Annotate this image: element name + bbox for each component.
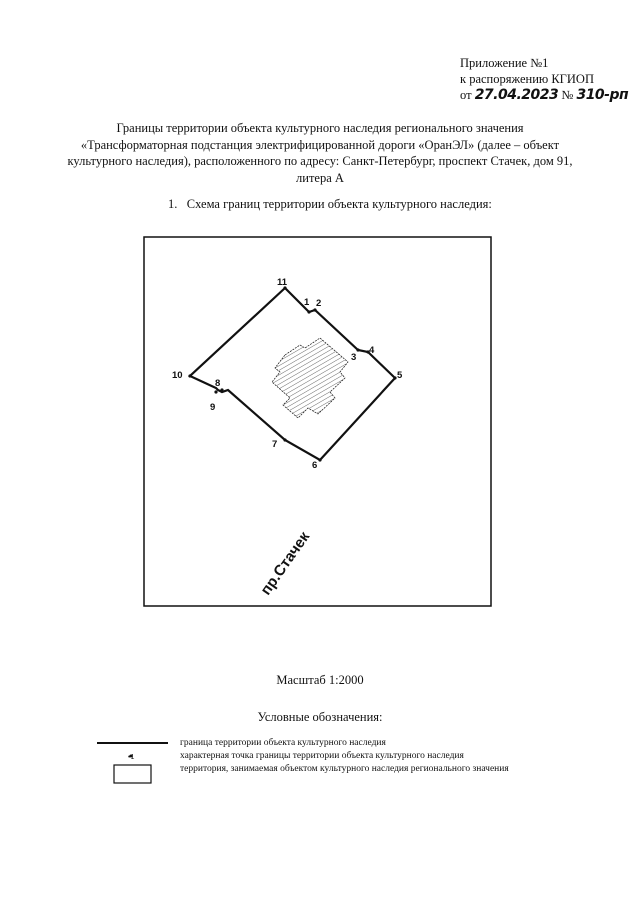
point-1-label: 1 (304, 297, 310, 308)
legend-area-rect (114, 765, 151, 783)
legend-item-boundary: граница территории объекта культурного наследия (180, 738, 386, 748)
appendix-order: к распоряжению КГИОП (460, 72, 594, 86)
point-11-label: 11 (277, 277, 288, 288)
date-prefix: от (460, 88, 472, 102)
street-label: пр.Стачек (257, 528, 314, 599)
title-line-1: Границы территории объекта культурного наследия регионального значения (116, 121, 524, 135)
appendix-number: Приложение №1 (460, 56, 549, 70)
number-value: 310-рп (576, 87, 629, 103)
point-8-label: 8 (215, 378, 221, 389)
date-value: 27.04.2023 (474, 87, 559, 103)
legend-title: Условные обозначения: (257, 710, 383, 724)
point-4-label: 4 (369, 345, 375, 356)
point-3-label: 3 (351, 352, 357, 363)
point-6-label: 6 (312, 460, 318, 471)
section-heading: 1. Схема границ территории объекта культурного наследия: (168, 197, 492, 211)
point-9-label: 9 (210, 402, 216, 413)
title-line-3: культурного наследия), расположенного по адресу: Санкт-Петербург, проспект Стачек, дом 91, (67, 154, 573, 168)
point-7-label: 7 (272, 439, 278, 450)
point-2-label: 2 (316, 298, 322, 309)
map-scale: Масштаб 1:2000 (276, 673, 364, 687)
point-10-label: 10 (172, 370, 183, 381)
legend-item-point: характерная точка границы территории объекта культурного наследия (180, 751, 464, 761)
legend-point-label: •1 (128, 754, 135, 761)
legend-item-area: территория, занимаемая объектом культурного наследия регионального значения (180, 764, 509, 774)
point-5-label: 5 (397, 370, 403, 381)
title-line-2: «Трансформаторная подстанция электрифицированной дороги «ОранЭЛ» (далее – объект (80, 137, 560, 152)
number-prefix: № (561, 88, 574, 102)
title-line-4: литера А (296, 170, 344, 185)
